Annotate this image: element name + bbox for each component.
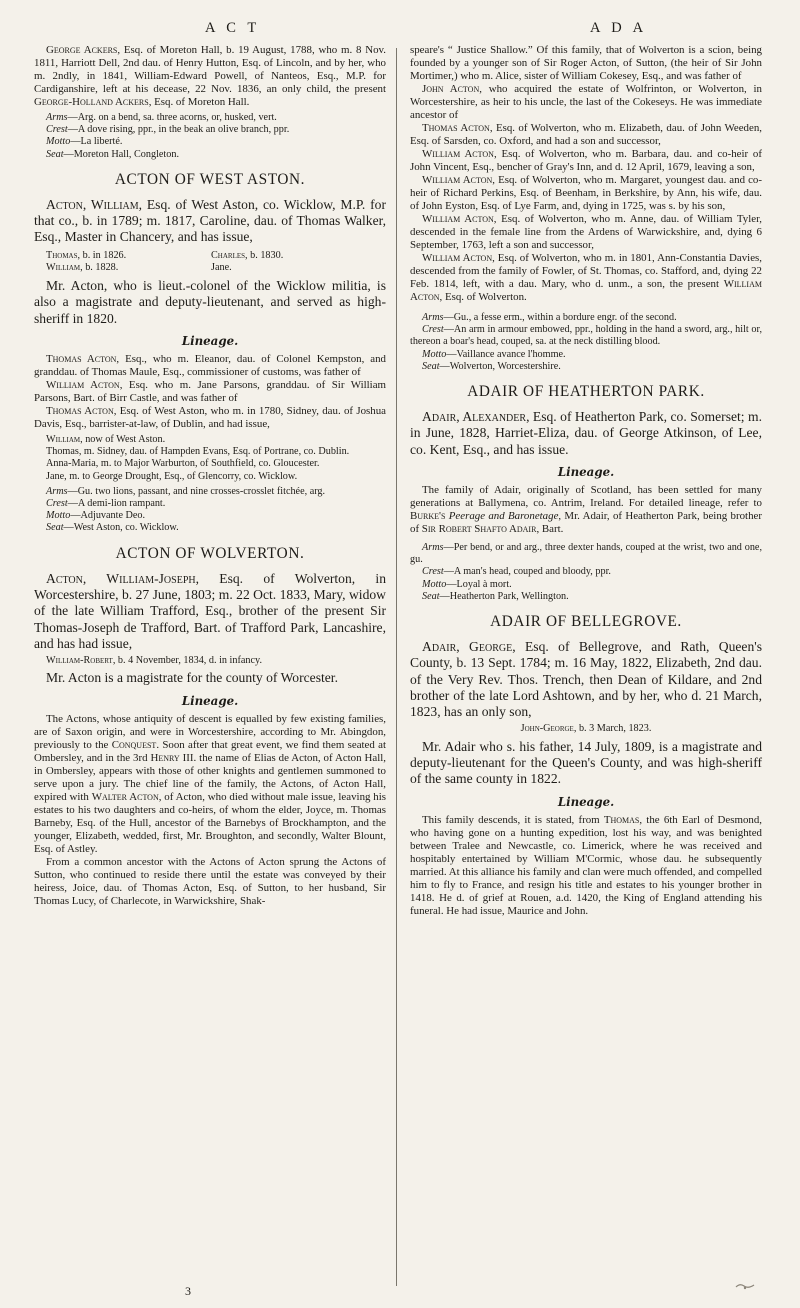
lineage-heading: Lineage. [557, 464, 615, 479]
bellegrove-issue [410, 723, 762, 735]
wolverton-continued: speare's “ Justice Shallow.” Of this family, that of Wolverton is a scion, being founded by a younger son of Sir Roger Acton, of Sutton, (the heir of Sir John Mortimer,) who m. Alice, sister of William Cokesey, Esq., and was father of [410, 44, 762, 82]
lineage-paragraph: William Acton, Esq. of Wolverton, who m. Barbara, dau. and co-heir of John Vincent, Esq., bencher of Gray's Inn, and d. 12 April, 1679, leaving a son, [410, 148, 763, 173]
west-aston-arms-block [34, 486, 386, 535]
left-column [34, 44, 386, 908]
lineage-paragraph: The Actons, whose antiquity of descent is equalled by few existing families, are of Saxon origin, and were in Worcestershire, according to Mr. Abingdon, previously to the Conquest. Soon after that great event, we find them seated at Ombersley, and in the 3rd Henry III. the name of Elias de Acton, of Acton Hall, in Ombersley, appears with those of other knights and gentlemen summoned to serve upon a jury. The chief line of the family, the Actons, of Acton Hall, expired with Walter Acton, of Acton, who died without male issue, leaving his estates to his two daughters and co-heirs, of whom the elder, Joyce, m. Thomas Barneby, Esq. of the Hull, ancestor of the Barnebys of Brockhampton, and the younger, Elizabeth, wedded, first, Mr. Broughton, and secondly, Walter Blount, Esq. of Astley. [34, 712, 387, 855]
running-head-left: A C T [205, 20, 261, 36]
bellegrove-note: Mr. Adair who s. his father, 14 July, 1809, is a magistrate and deputy-lieutenant for the Queen's County, and was high-sheriff of the same county in 1822. [410, 738, 762, 787]
west-aston-note: Mr. Acton, who is lieut.-colonel of the Wicklow militia, is also a magistrate and deputy-lieutenant, and served as high-sheriff in 1820. [34, 278, 386, 326]
seat-line: Seat—West Aston, co. Wicklow. [46, 522, 179, 534]
motto-line: Motto—Vaillance avance l'homme. [422, 348, 566, 360]
crest-line: Crest—An arm in armour embowed, ppr., holding in the hand a sword, arg., hilt or, thereon a boar's head, couped, sa. at the neck distilling blood. [410, 324, 762, 348]
heading-adair-heatherton: ADAIR OF HEATHERTON PARK. [467, 383, 705, 401]
lineage-paragraph: From a common ancestor with the Actons of Acton sprung the Actons of Sutton, who continued to reside there until the estate was conveyed by their heiress, Joice, dau. of Thomas Acton, Esq. of Sutton, to her husband, Sir Thomas Lucy, of Charlecote, in Warwickshire, Shak- [34, 855, 386, 907]
list-item: Jane, m. to George Drought, Esq., of Glencorry, co. Wicklow. [46, 470, 298, 482]
heading-adair-bellegrove: ADAIR OF BELLEGROVE. [490, 612, 682, 630]
west-aston-entry: Acton, William, Esq. of West Aston, co. Wicklow, M.P. for that co., b. in 1789; m. 1817, Caroline, dau. of Thomas Walker, Esq., Master in Chancery, and has issue, [34, 196, 386, 245]
arms-line: Arms—Arg. on a bend, sa. three acorns, or, husked, vert. [46, 112, 277, 123]
lineage-heading: Lineage. [181, 693, 239, 708]
wolverton-note: Mr. Acton is a magistrate for the county of Worcester. [46, 670, 338, 686]
arms-line: Arms—Gu. two lions, passant, and nine crosses-crosslet fitchée, arg. [46, 485, 326, 497]
arms-line: Arms—Per bend, or and arg., three dexter hands, couped at the wrist, two and one, gu. [410, 541, 762, 566]
list-item: William, now of West Aston. [46, 434, 166, 445]
lineage-paragraph: William Acton, Esq. of Wolverton, who m. in 1801, Ann-Constantia Davies, descended from the family of Fowler, of St. Thomas, co. Stafford, and, dying 22 Feb. 1814, left, with a dau. Mary, who d. unm., a son, the present William Acton, Esq. of Wolverton. [410, 252, 762, 303]
list-item: Anna-Maria, m. to Major Warburton, of Southfield, co. Gloucester. [46, 458, 320, 470]
west-aston-issue: Thomas, b. in 1826. Charles, b. 1830. William, b. 1828. Jane. [46, 249, 284, 273]
crest-line: Crest—A man's head, couped and bloody, ppr. [422, 566, 611, 578]
crest-line: Crest—A dove rising, ppr., in the beak an olive branch, ppr. [46, 124, 290, 136]
heading-acton-wolverton: ACTON OF WOLVERTON. [115, 544, 305, 562]
bellegrove-entry: Adair, George, Esq. of Bellegrove, and Rath, Queen's County, b. 13 Sept. 1784; m. 16 May, 1822, Elizabeth, 2nd dau. of the Very Rev. Thos. Trench, then Dean of Kildare, and 2nd brother of the late Lord Ashtown, and by her, who d. 21 March, 1823, has an only son, [410, 638, 762, 720]
wolverton-arms-block [410, 312, 762, 373]
arms-line: Arms—Gu., a fesse erm., within a bordure engr. of the second. [422, 312, 677, 323]
crest-line: Crest—A demi-lion rampant. [46, 498, 166, 510]
lineage-paragraph: William Acton, Esq. of Wolverton, who m. Margaret, youngest dau. and co-heir of Richard Perkins, Esq. of Beenham, in Berkshire, by Ann, his wife, dau. of John Eyston, Esq. of Lye Farm, and, dying in 1725, was s. by his son, [410, 174, 763, 212]
running-head-right: A D A [590, 20, 648, 36]
right-column [410, 44, 762, 918]
list-item: William-Robert, b. 4 November, 1834, d. in infancy. [46, 655, 262, 667]
seat-line: Seat—Heatherton Park, Wellington. [422, 590, 569, 602]
ackers-entry: George Ackers, Esq. of Moreton Hall, b. 19 August, 1788, who m. 8 Nov. 1811, Harriott Dell, 2nd dau. of Henry Hutton, Esq. of Lincoln, and by her, who m. 2ndly, in 1841, William-Edward Powell, of Nanteos, Esq., M.P. for Cardiganshire, left at his decease, 22 Nov. 1836, an only child, the present George-Holland Ackers, Esq. of Moreton Hall. [34, 44, 386, 108]
lineage-paragraph: Thomas Acton, Esq. of Wolverton, who m. Elizabeth, dau. of John Weeden, Esq. of Sarsden, co. Oxford, and had a son and successor, [410, 122, 762, 147]
page-number: 3 [185, 1284, 191, 1298]
wolverton-issue [34, 655, 386, 667]
motto-line: Motto—Loyal à mort. [422, 578, 512, 590]
heatherton-entry: Adair, Alexander, Esq. of Heatherton Park, co. Somerset; m. in June, 1828, Harriet-Eliza, dau. of George Atkinson, of Lee, co. Kent, Esq., and has issue. [410, 409, 762, 457]
lineage-paragraph: Thomas Acton, Esq., who m. Eleanor, dau. of Colonel Kempston, and granddau. of Thomas Maule, Esq., commissioner of customs, was father of [34, 353, 386, 378]
lineage-paragraph: John Acton, who acquired the estate of Wolfrinton, or Wolverton, in Worcestershire, as heir to his uncle, the last of the Cokeseys. He was immediate ancestor of [410, 83, 762, 121]
motto-line: Motto—Adjuvante Deo. [46, 510, 146, 522]
lineage-paragraph: This family descends, it is stated, from Thomas, the 6th Earl of Desmond, who having gone on a hunting expedition, lost his way, and was benighted between Tralee and Newcastle, co. Limerick, where he was received and hospitably entertained by William M'Cormic, whose dau. he subsequently married. At this alliance his family and clan were much offended, and compelled him to fly to France, and resign his title and estates to his younger brother in 1418. He d. of grief at Rouen, a.d. 1420, the King of England attending his funeral. He had issue, Maurice and John. [410, 813, 763, 917]
heatherton-arms-block [410, 542, 762, 603]
list-item: Thomas, m. Sidney, dau. of Hampden Evans, Esq. of Portrane, co. Dublin. [46, 446, 350, 458]
west-aston-issue-list [34, 434, 386, 483]
lineage-heading: Lineage. [557, 794, 615, 809]
library-stamp-mark [735, 1281, 755, 1291]
motto-line: Motto—La liberté. [46, 136, 123, 148]
ackers-arms-block [34, 112, 386, 161]
seat-line: Seat—Wolverton, Worcestershire. [422, 360, 561, 372]
list-item: John-George, b. 3 March, 1823. [520, 723, 652, 735]
heading-acton-west-aston: ACTON OF WEST ASTON. [114, 170, 306, 188]
lineage-paragraph: William Acton, Esq. who m. Jane Parsons, granddau. of Sir William Parsons, Bart. of Birr Castle, and was father of [34, 379, 387, 404]
lineage-heading: Lineage. [181, 334, 239, 348]
lineage-paragraph: William Acton, Esq. of Wolverton, who m. Anne, dau. of William Tyler, descended in the female line from the Ardens of Warwickshire, and, dying 6 September, 1763, left a son and successor, [410, 213, 763, 251]
seat-line: Seat—Moreton Hall, Congleton. [46, 148, 179, 160]
lineage-paragraph: The family of Adair, originally of Scotland, has been settled for many generations at Ballymena, co. Antrim, Ireland. For detailed lineage, refer to Burke's Peerage and Baronetage, Mr. Adair, of Heatherton Park, being brother of Sir Robert Shafto Adair, Bart. [410, 483, 762, 535]
wolverton-entry: Acton, William-Joseph, Esq. of Wolverton, in Worcestershire, b. 27 June, 1803; m. 22 Oct. 1833, Mary, widow of the late William Trafford, Esq., brother of the present Sir Thomas-Joseph de Trafford, Bart. of Trafford Park, Lancashire, and has had issue, [34, 570, 386, 651]
column-divider [396, 48, 397, 1286]
lineage-paragraph: Thomas Acton, Esq. of West Aston, who m. in 1780, Sidney, dau. of Joshua Davis, Esq., barrister-at-law, of Dublin, and had issue, [34, 405, 386, 430]
